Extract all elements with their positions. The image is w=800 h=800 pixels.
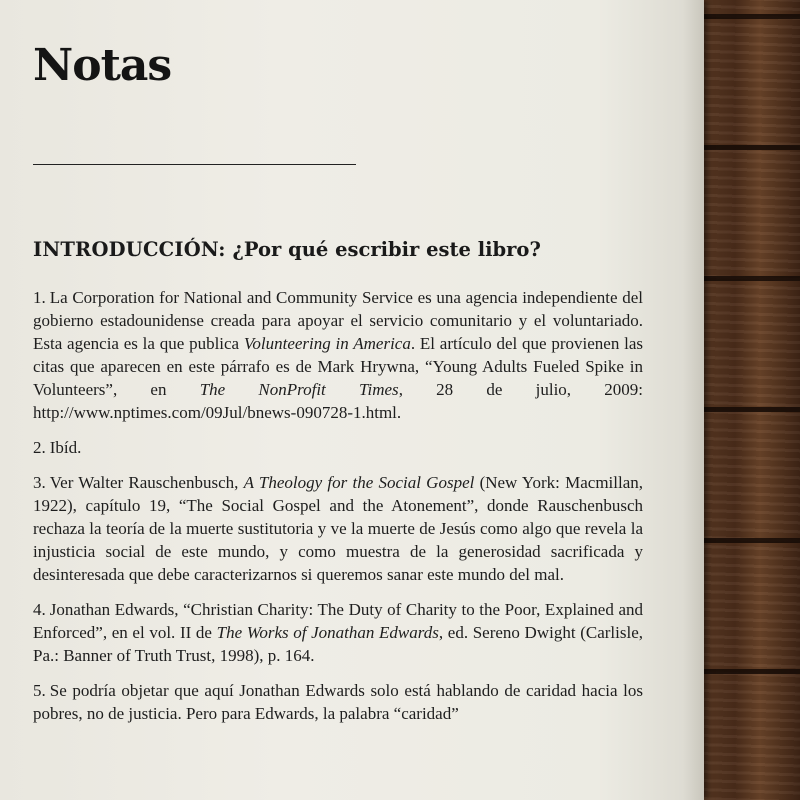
note-number: 2. [33, 438, 46, 457]
note-text: La Corporation for National and Community Service es una agencia independiente del gobierno estadounidense creada para apoyar el servicio comunitario y el voluntariado. Esta agencia es la que publica [33, 288, 643, 353]
section-label: INTRODUCCIÓN: [33, 238, 226, 261]
note-text: Ibíd. [49, 438, 82, 457]
wooden-table-background [700, 0, 800, 800]
note-text: , ed. Sereno Dwight (Carlisle, Pa.: Banner of Truth Trust, 1998), p. 164. [33, 623, 643, 665]
note-number: 4. [33, 600, 46, 619]
page-title: Notas [33, 40, 172, 91]
note-number: 5. [33, 681, 46, 700]
title-rule [33, 164, 356, 165]
notes-list [33, 286, 643, 737]
note-text: , 28 de julio, 2009: http://www.nptimes.com/09Jul/bnews-090728-1.html. [33, 380, 643, 422]
note-text: (New York: Macmillan, 1922), capítulo 19, “The Social Gospel and the Atonement”, donde Rauschenbusch rechaza la teoría de la muerte sustitutoria y ve la muerte de Jesús como algo que revela la injusticia social de este mundo, y como muestra de la generosidad sacrificada y desinteresada que debe caracterizarnos si queremos sanar este mundo del mal. [33, 473, 644, 584]
note-text: Ver Walter Rauschenbusch, [49, 473, 244, 492]
section-subtitle: ¿Por qué escribir este libro? [232, 238, 541, 261]
note-number: 3. [33, 473, 46, 492]
note-item [33, 286, 643, 424]
note-italic-title: A Theology for the Social Gospel [243, 473, 475, 492]
note-italic-title: Volunteering in America [243, 334, 411, 353]
note-text: Se podría objetar que aquí Jonathan Edwards solo está hablando de caridad hacia los pobres, no de justicia. Pero para Edwards, la palabra “caridad” [33, 681, 643, 723]
note-item [33, 598, 643, 667]
note-italic-title: The NonProfit Times [199, 380, 399, 399]
note-text: Jonathan Edwards, “Christian Charity: The Duty of Charity to the Poor, Explained and Enforced”, en el vol. II de [33, 600, 643, 642]
note-item [33, 471, 643, 586]
note-text: . El artículo del que provienen las citas que aparecen en este párrafo es de Mark Hrywna, “Young Adults Fueled Spike in Volunteers”, en [33, 334, 643, 399]
note-item [33, 436, 643, 459]
section-heading [33, 238, 541, 261]
note-number: 1. [33, 288, 46, 307]
bleed-through-text [600, 6, 700, 236]
note-item [33, 679, 643, 725]
note-italic-title: The Works of Jonathan Edwards [216, 623, 439, 642]
